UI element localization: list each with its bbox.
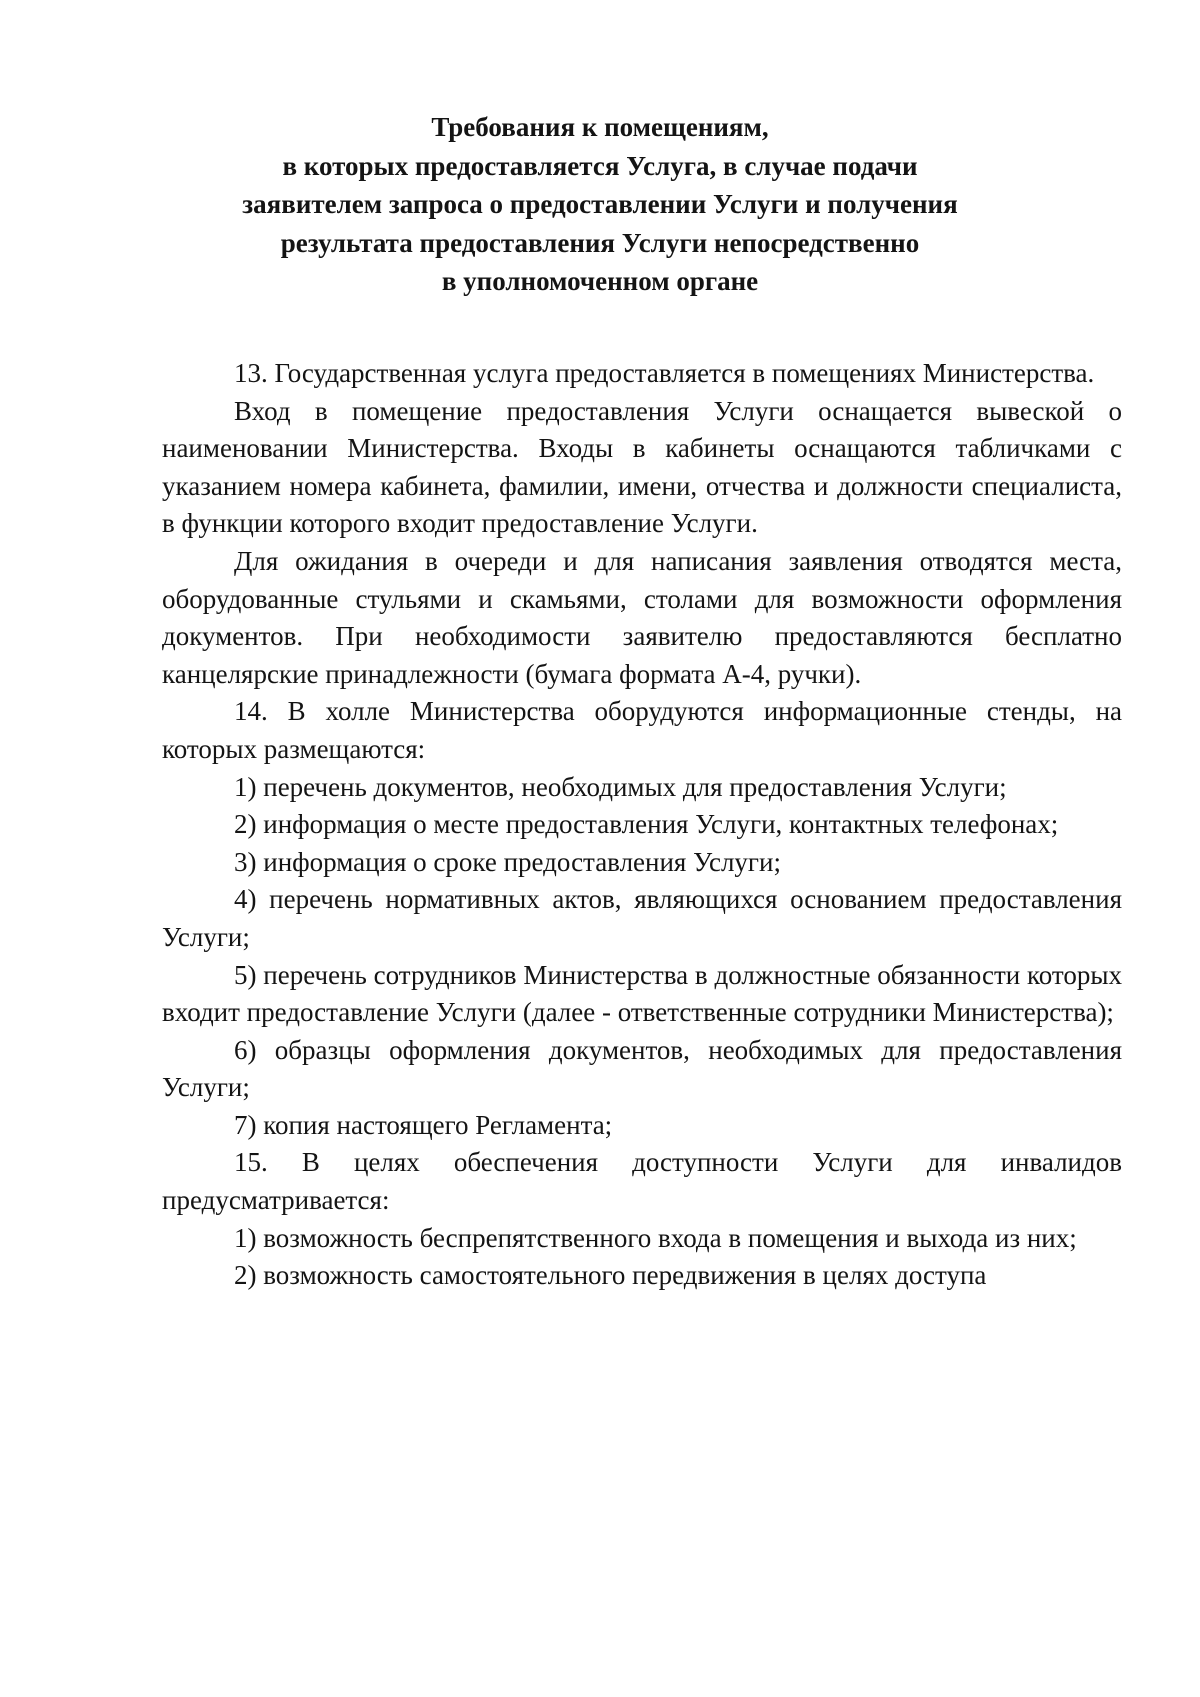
paragraph-15: 15. В целях обеспечения доступности Услуги для инвалидов предусматривается: (162, 1147, 1122, 1216)
list-item-14-7: 7) копия настоящего Регламента; (234, 1109, 613, 1140)
list-item-14-6: 6) образцы оформления документов, необходимых для предоставления Услуги; (162, 1034, 1122, 1103)
document-body (162, 355, 1122, 1295)
list-item-14-5: 5) перечень сотрудников Министерства в должностные обязанности которых входит предоставление Услуги (далее - ответственные сотрудники Министерства); (162, 959, 1122, 1028)
paragraph-13: 13. Государственная услуга предоставляется в помещениях Министерства. (234, 358, 1095, 388)
list-item-14-2: 2) информация о месте предоставления Услуги, контактных телефонах; (234, 809, 1059, 840)
list-item-14-1: 1) перечень документов, необходимых для предоставления Услуги; (234, 771, 1007, 802)
list-item-15-2: 2) возможность самостоятельного передвижения в целях доступа (234, 1260, 987, 1291)
heading-line-2: в которых предоставляется Услуга, в случае подачи (282, 150, 918, 181)
list-item-14-3: 3) информация о сроке предоставления Услуги; (234, 846, 781, 877)
list-item-14-4: 4) перечень нормативных актов, являющихся основанием предоставления Услуги; (162, 884, 1122, 952)
heading-line-5: в уполномоченном органе (441, 266, 759, 296)
heading-line-1: Требования к помещениям, (431, 112, 769, 142)
heading-line-3: заявителем запроса о предоставлении Услуги и получения (242, 189, 958, 219)
paragraph-entrance-signage: Вход в помещение предоставления Услуги оснащается вывеской о наименовании Министерства. Входы в кабинеты оснащаются табличками с указанием номера кабинета, фамилии, имени, отчества и должности специалиста, в функции которого входит предоставление Услуги. (162, 395, 1122, 539)
heading-line-4: результата предоставления Услуги непосредственно (280, 227, 920, 258)
list-item-15-1: 1) возможность беспрепятственного входа в помещения и выхода из них; (234, 1222, 1077, 1253)
paragraph-14: 14. В холле Министерства оборудуются информационные стенды, на которых размещаются: (162, 696, 1122, 764)
section-heading (150, 108, 1050, 301)
paragraph-waiting-area: Для ожидания в очереди и для написания заявления отводятся места, оборудованные стульями и скамьями, столами для возможности оформления документов. При необходимости заявителю предоставляются бесплатно канцелярские принадлежности (бумага формата А-4, ручки). (162, 545, 1122, 689)
